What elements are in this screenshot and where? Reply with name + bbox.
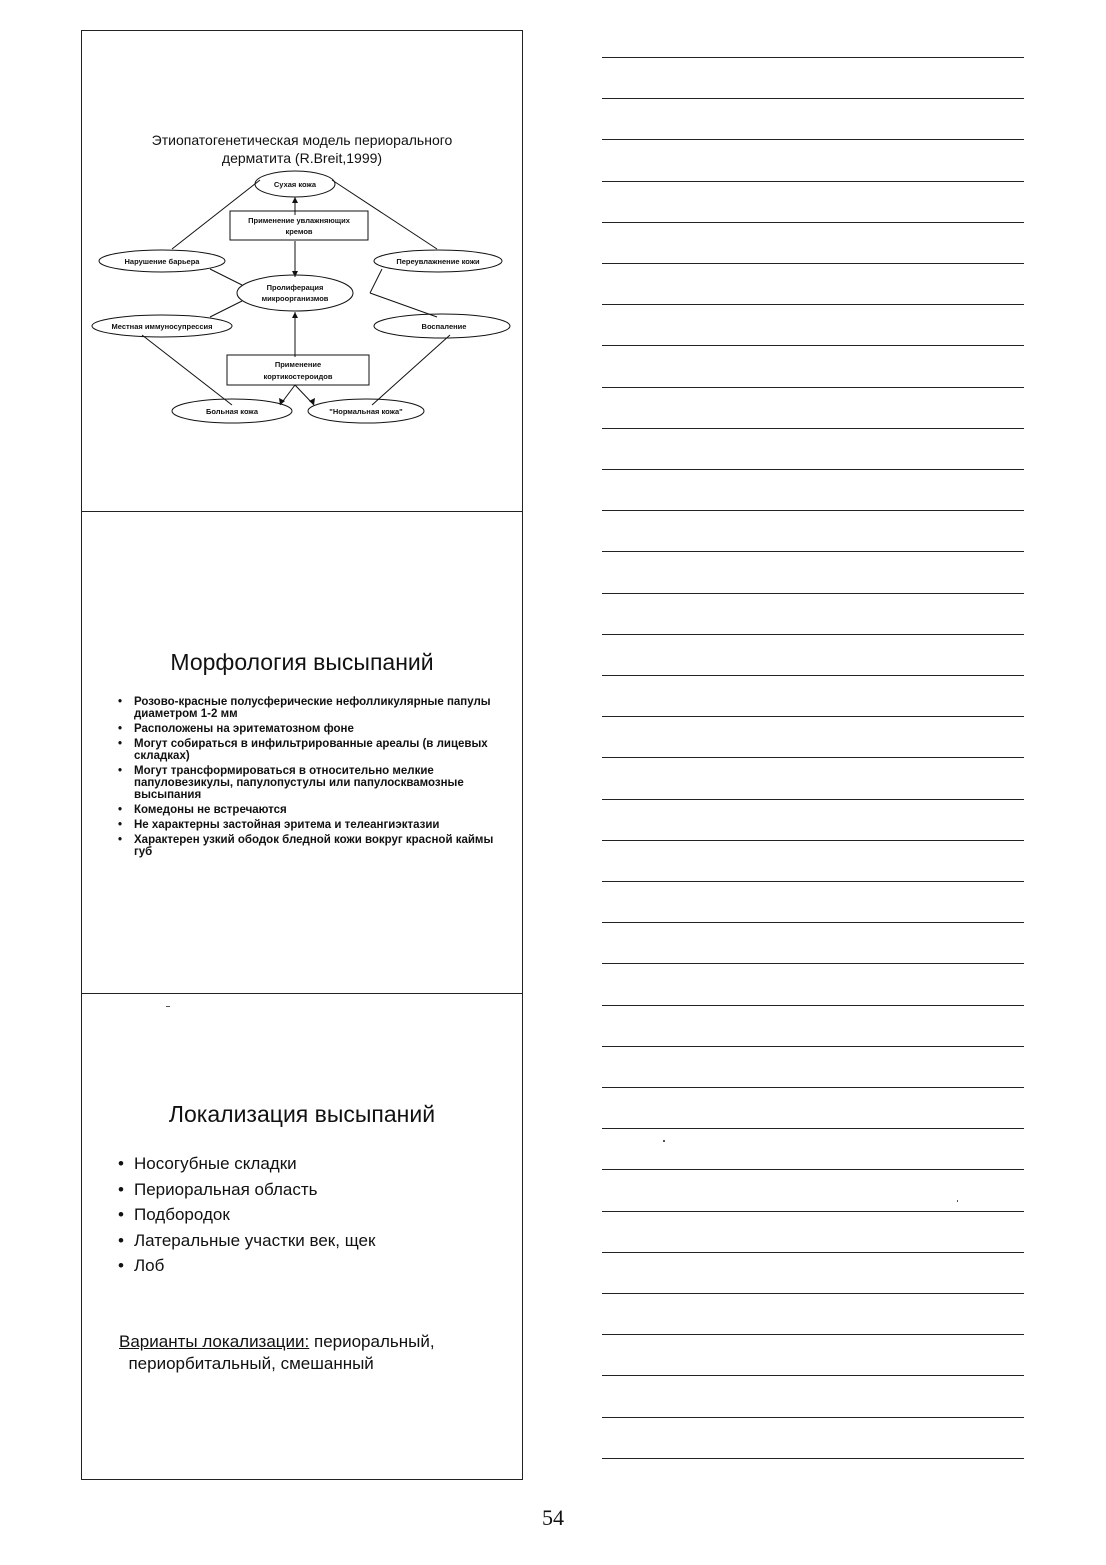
label-moisturizer-line2: кремов — [285, 227, 313, 236]
list-item: • Комедоны не встречаются — [116, 804, 496, 816]
note-line — [602, 1334, 1024, 1335]
morphology-heading: Морфология высыпаний — [170, 649, 434, 675]
list-item: • Расположены на эритематозном фоне — [116, 723, 496, 735]
node-proliferation — [237, 275, 353, 311]
label-corticosteroids-line1: Применение — [274, 360, 322, 369]
morphology-list — [116, 696, 496, 861]
edge-barrier-proliferation — [210, 269, 242, 285]
label-dry-skin: Сухая кожа — [273, 180, 317, 189]
note-line — [602, 1293, 1024, 1294]
note-line — [602, 304, 1024, 305]
note-line — [602, 634, 1024, 635]
note-line — [602, 345, 1024, 346]
note-line — [602, 1169, 1024, 1170]
label-proliferation-line1: Пролиферация — [266, 283, 324, 292]
variants-text-line2-value: периорбитальный, смешанный — [128, 1354, 374, 1373]
note-line — [602, 757, 1024, 758]
note-line — [602, 57, 1024, 58]
note-line — [602, 799, 1024, 800]
list-item: • Не характерны застойная эритема и телеангиэктазии — [116, 819, 496, 831]
edge-overhydration-proliferation — [370, 269, 382, 293]
arrowhead-normal-skin — [309, 398, 315, 405]
note-line — [602, 98, 1024, 99]
list-item: • Носогубные складки — [116, 1151, 496, 1177]
note-line — [602, 1375, 1024, 1376]
diagram-title-line2: дерматита (R.Breit,1999) — [221, 150, 383, 166]
list-item: • Розово-красные полусферические нефолликулярные папулы диаметром 1-2 мм — [116, 696, 496, 720]
note-line — [602, 1417, 1024, 1418]
list-item: • Подбородок — [116, 1202, 496, 1228]
note-line — [602, 716, 1024, 717]
list-item: • Лоб — [116, 1253, 496, 1279]
list-item: • Характерен узкий ободок бледной кожи вокруг красной каймы губ — [116, 834, 496, 858]
edge-immuno-sick — [142, 335, 232, 405]
note-line — [602, 510, 1024, 511]
label-immunosuppression: Местная иммуносупрессия — [111, 322, 213, 331]
note-line — [602, 139, 1024, 140]
list-item: • Латеральные участки век, щек — [116, 1228, 496, 1254]
label-proliferation-line2: микроорганизмов — [261, 294, 329, 303]
note-line — [602, 1252, 1024, 1253]
localization-heading: Локализация высыпаний — [168, 1101, 436, 1127]
label-normal-skin: "Нормальная кожа" — [329, 407, 403, 416]
note-line — [602, 551, 1024, 552]
etiopathogenesis-diagram — [82, 31, 522, 509]
note-line — [602, 1046, 1024, 1047]
arrowhead-proliferation-top — [292, 271, 298, 277]
note-line — [602, 263, 1024, 264]
page-number: 54 — [542, 1505, 564, 1530]
edge-proliferation-inflammation — [370, 293, 437, 317]
note-line — [602, 1458, 1024, 1459]
list-item: • Могут собираться в инфильтрированные ареалы (в лицевых складках) — [116, 738, 496, 762]
variants-text-line2 — [119, 1353, 499, 1375]
slide-etiopathogenesis — [82, 31, 522, 511]
localization-list — [116, 1151, 496, 1279]
note-line — [602, 881, 1024, 882]
variants-text-line1: периоральный, — [309, 1332, 435, 1351]
notes-area — [602, 57, 1024, 1467]
note-line — [602, 222, 1024, 223]
scan-speck — [166, 1006, 170, 1007]
variants-label: Варианты локализации: — [119, 1332, 310, 1351]
edge-dry-overhydration — [332, 180, 437, 249]
note-line — [602, 922, 1024, 923]
label-corticosteroids-line2: кортикостероидов — [263, 372, 333, 381]
label-moisturizer-line1: Применение увлажняющих — [248, 216, 350, 225]
note-line — [602, 1128, 1024, 1129]
arrowhead-dry-skin — [292, 197, 298, 203]
localization-variants — [119, 1331, 499, 1375]
diagram-title-line1: Этиопатогенетическая модель периорального — [151, 132, 453, 148]
note-line — [602, 428, 1024, 429]
edge-inflammation-normal — [372, 335, 450, 405]
scan-speck — [663, 1140, 665, 1142]
note-line — [602, 1087, 1024, 1088]
arrowhead-proliferation-bottom — [292, 312, 298, 318]
note-line — [602, 387, 1024, 388]
note-line — [602, 593, 1024, 594]
list-item: • Периоральная область — [116, 1177, 496, 1203]
note-line — [602, 675, 1024, 676]
list-item: • Могут трансформироваться в относительно мелкие папуловезикулы, папулопустулы или папулосквамозные высыпания — [116, 765, 496, 801]
note-line — [602, 181, 1024, 182]
label-overhydration: Переувлажнение кожи — [396, 257, 480, 266]
label-sick-skin: Больная кожа — [205, 407, 259, 416]
note-line — [602, 840, 1024, 841]
edge-dry-barrier — [172, 180, 260, 249]
slide-morphology — [82, 511, 522, 993]
slide-localization — [82, 993, 522, 1479]
label-barrier: Нарушение барьера — [124, 257, 200, 266]
slides-column — [81, 30, 523, 1480]
scan-speck — [957, 1200, 958, 1202]
note-line — [602, 1211, 1024, 1212]
note-line — [602, 963, 1024, 964]
note-line — [602, 1005, 1024, 1006]
label-inflammation: Воспаление — [421, 322, 467, 331]
edge-proliferation-immuno — [210, 301, 242, 317]
note-line — [602, 469, 1024, 470]
